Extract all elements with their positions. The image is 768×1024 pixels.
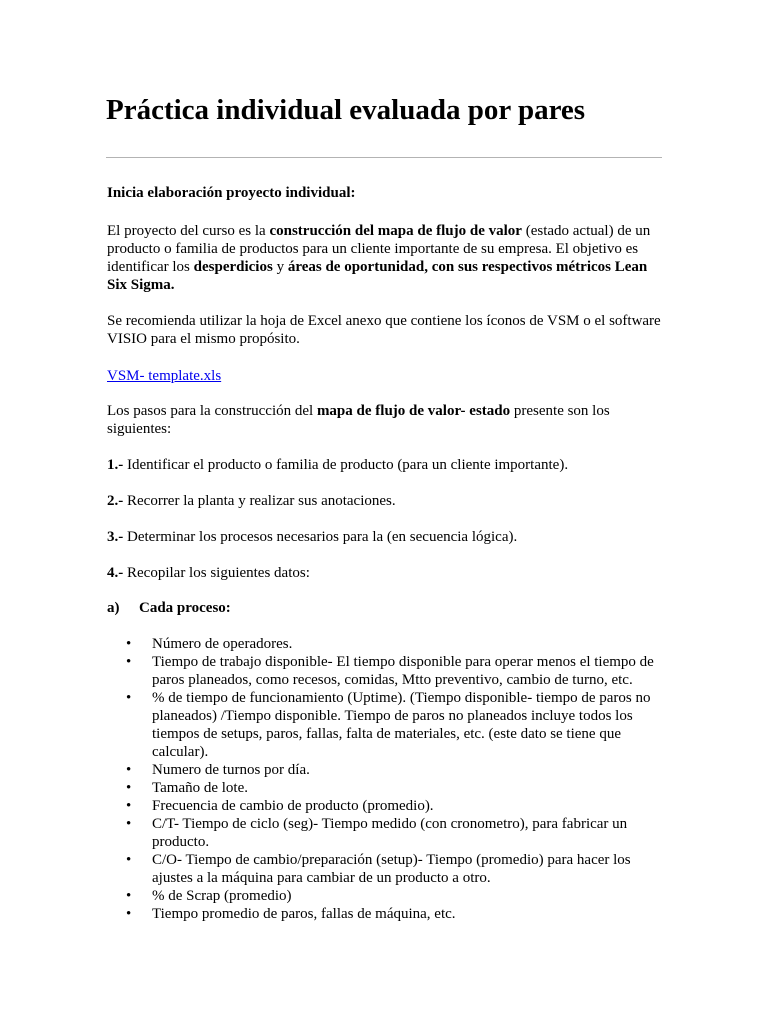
page-title: Práctica individual evaluada por pares <box>106 94 586 126</box>
bullet-icon: • <box>126 798 132 814</box>
step-text: Recopilar los siguientes datos: <box>123 565 310 581</box>
list-item-text: Tiempo de trabajo disponible- El tiempo disponible para operar menos el tiempo de paros planeados, como recesos, comidas, Mtto preventivo, cambio de turno, etc. <box>152 654 654 688</box>
bullet-icon: • <box>126 906 132 922</box>
bullet-icon: • <box>126 780 132 796</box>
step-4 <box>107 564 667 582</box>
step-text: Recorrer la planta y realizar sus anotaciones. <box>123 493 396 509</box>
list-item-text: % de Scrap (promedio) <box>152 888 292 904</box>
intro-text-1: El proyecto del curso es la <box>107 223 270 239</box>
steps-intro-text-1: Los pasos para la construcción del <box>107 403 317 419</box>
intro-bold-2: desperdicios <box>193 259 273 275</box>
list-item <box>126 797 667 815</box>
subsection-marker: a) <box>107 600 120 616</box>
intro-text-3: y <box>272 259 288 275</box>
bullet-icon: • <box>126 888 132 904</box>
list-item-text: C/T- Tiempo de ciclo (seg)- Tiempo medido (con cronometro), para fabricar un producto. <box>152 816 628 850</box>
subsection-label: Cada proceso: <box>139 600 231 616</box>
list-item-text: Tamaño de lote. <box>152 780 248 796</box>
subsection-heading <box>107 599 231 617</box>
bullet-icon: • <box>126 654 132 670</box>
template-link-paragraph <box>107 367 667 385</box>
intro-text-2: (estado actual) de un producto o familia de productos para un cliente importante de su empresa. El objetivo es identificar los <box>107 223 651 275</box>
list-item <box>126 905 667 923</box>
bullet-icon: • <box>126 852 132 868</box>
step-text: Identificar el producto o familia de producto (para un cliente importante). <box>123 457 569 473</box>
list-item <box>126 779 667 797</box>
list-item-text: % de tiempo de funcionamiento (Uptime). (Tiempo disponible- tiempo de paros no planeados) /Tiempo disponible. Tiempo de paros no planeados incluye todos los tiempos de setups, paros, fallas, falta de materiales, etc. (este dato se tiene que calcular). <box>152 690 651 760</box>
intro-bold-1: construcción del mapa de flujo de valor <box>269 223 522 239</box>
bullet-icon: • <box>126 762 132 778</box>
list-item <box>126 887 667 905</box>
list-item-text: Frecuencia de cambio de producto (promedio). <box>152 798 434 814</box>
list-item-text: Número de operadores. <box>152 636 293 652</box>
steps-intro-bold: mapa de flujo de valor- estado <box>316 403 511 419</box>
steps-intro-text-2: presente son los siguientes: <box>107 403 610 437</box>
recommendation-paragraph: Se recomienda utilizar la hoja de Excel anexo que contiene los íconos de VSM o el software VISIO para el mismo propósito. <box>107 313 661 347</box>
step-2 <box>107 492 667 510</box>
intro-paragraph <box>107 222 667 294</box>
list-item-text: C/O- Tiempo de cambio/preparación (setup)- Tiempo (promedio) para hacer los ajustes a la máquina para cambiar de un producto a otro. <box>152 852 631 886</box>
section-heading: Inicia elaboración proyecto individual: <box>107 185 356 201</box>
bullet-icon: • <box>126 636 132 652</box>
list-item-text: Tiempo promedio de paros, fallas de máquina, etc. <box>152 906 456 922</box>
list-item <box>126 815 667 851</box>
list-item-text: Numero de turnos por día. <box>152 762 310 778</box>
list-item <box>126 653 667 689</box>
step-number: 2.- <box>107 493 124 509</box>
list-item <box>126 761 667 779</box>
step-text: Determinar los procesos necesarios para la (en secuencia lógica). <box>123 529 518 545</box>
list-item <box>126 635 667 653</box>
list-item <box>126 689 667 761</box>
bullet-icon: • <box>126 816 132 832</box>
process-data-list <box>126 635 667 923</box>
step-3 <box>107 528 667 546</box>
step-number: 3.- <box>107 529 124 545</box>
template-download-link[interactable]: VSM- template.xls <box>107 368 222 384</box>
steps-intro-paragraph <box>107 402 667 438</box>
intro-bold-3: áreas de oportunidad, con sus respectivos métricos Lean Six Sigma. <box>107 259 648 293</box>
list-item <box>126 851 667 887</box>
step-number: 4.- <box>107 565 124 581</box>
horizontal-divider <box>106 157 662 158</box>
bullet-icon: • <box>126 690 132 706</box>
step-1 <box>107 456 667 474</box>
step-number: 1.- <box>107 457 124 473</box>
